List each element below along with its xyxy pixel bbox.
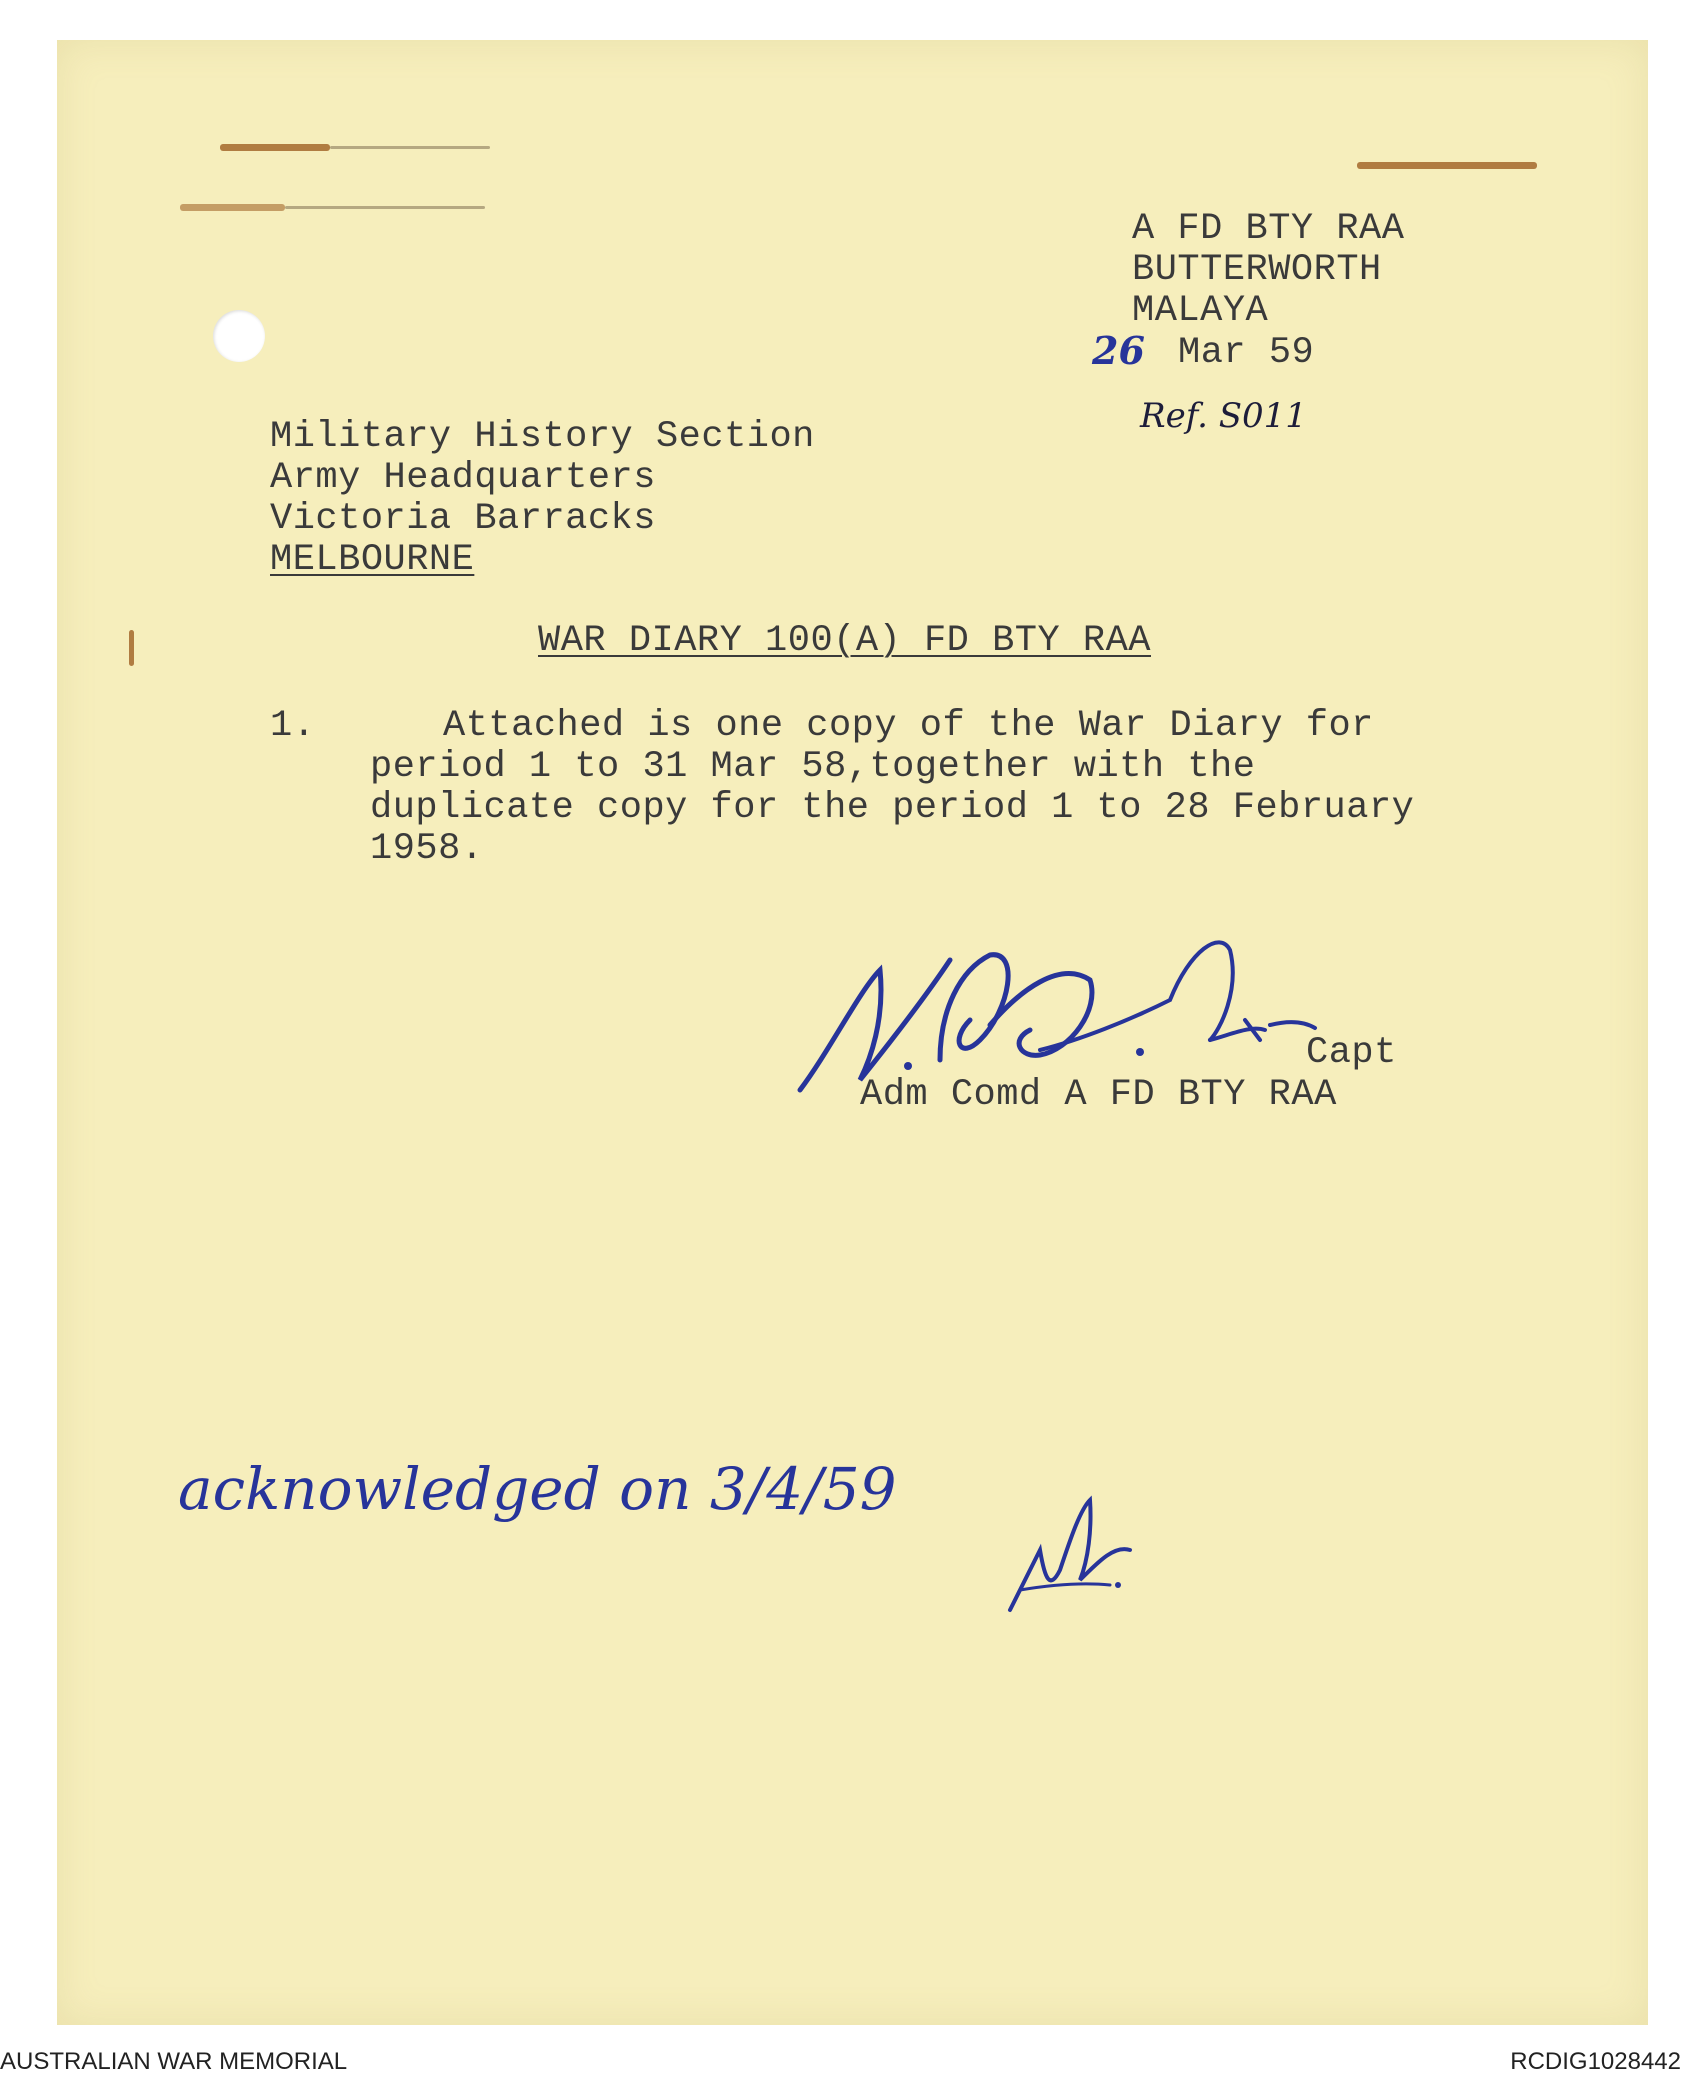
staple-mark [180, 204, 285, 211]
sender-country: MALAYA [1132, 290, 1269, 332]
subject-heading: WAR DIARY 100(A) FD BTY RAA [538, 620, 1151, 662]
recipient-line-1: Military History Section [270, 416, 815, 458]
sender-location: BUTTERWORTH [1132, 249, 1382, 291]
sender-unit: A FD BTY RAA [1132, 208, 1405, 250]
signature-appointment: Adm Comd A FD BTY RAA [860, 1074, 1337, 1116]
date-day-handwritten: 26 [1092, 328, 1145, 373]
paragraph-line-3: duplicate copy for the period 1 to 28 February [370, 787, 1415, 829]
staple-mark [330, 146, 490, 149]
staple-mark [285, 206, 485, 209]
staple-mark [129, 630, 134, 666]
footer-record-id: RCDIG1028442 [1510, 2048, 1681, 2075]
punch-hole [213, 310, 265, 362]
recipient-line-4: MELBOURNE [270, 539, 475, 581]
recipient-line-3: Victoria Barracks [270, 498, 656, 540]
paragraph-line-4: 1958. [370, 828, 484, 870]
staple-mark [220, 144, 330, 151]
acknowledgement-annotation: acknowledged on 3/4/59 [178, 1455, 897, 1523]
staple-mark [1357, 162, 1537, 169]
signature-rank: Capt [1306, 1032, 1397, 1074]
footer-archive-name: AUSTRALIAN WAR MEMORIAL [0, 2048, 348, 2075]
date-typed: Mar 59 [1178, 332, 1315, 374]
initials [1000, 1490, 1140, 1620]
recipient-line-2: Army Headquarters [270, 457, 656, 499]
paragraph-line-2: period 1 to 31 Mar 58,together with the [370, 746, 1256, 788]
reference-handwritten: Ref. S011 [1140, 396, 1307, 436]
paragraph-number: 1. [270, 705, 316, 747]
paragraph-line-1: Attached is one copy of the War Diary for [443, 705, 1374, 747]
